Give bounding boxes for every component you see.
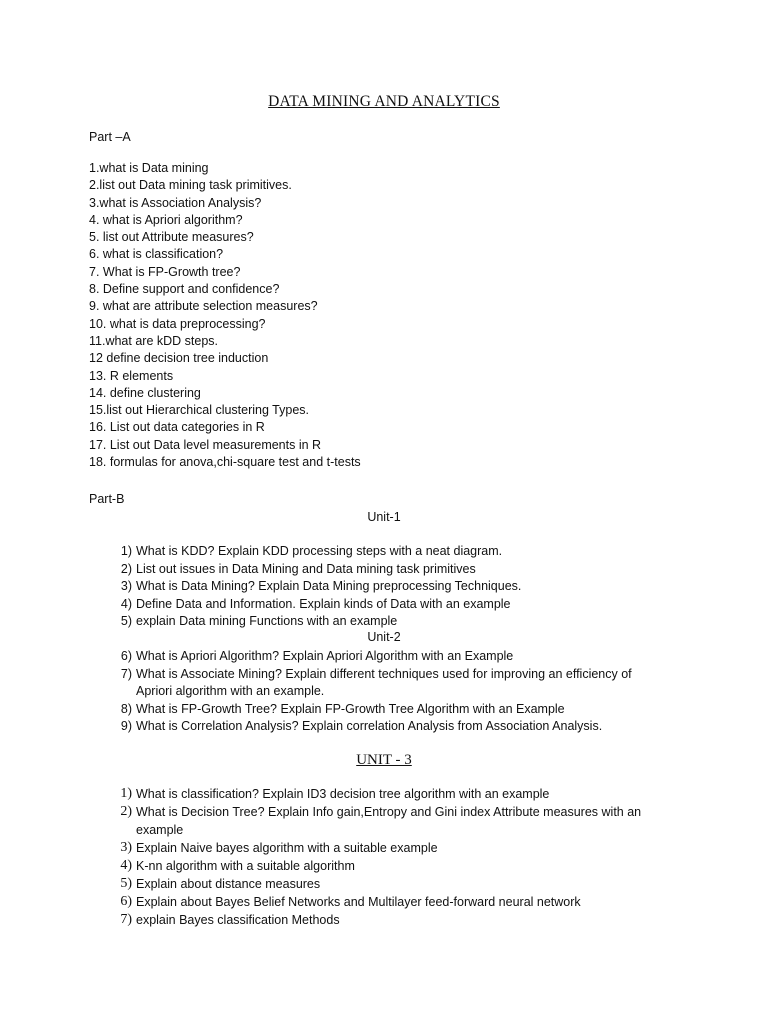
list-item: 15.list out Hierarchical clustering Types. [89,403,310,418]
unit-3-question-list [120,785,656,929]
item-number: 4) [120,596,132,611]
list-item [120,701,656,719]
unit-2-heading: Unit-2 [367,630,401,644]
item-number: 3) [120,840,132,855]
item-text: explain Data mining Functions with an example [136,614,398,629]
list-item: 8. Define support and confidence? [89,282,280,297]
part-a-question-list [89,160,361,471]
item-number: 5) [120,614,132,629]
list-item [120,578,676,596]
list-item [120,666,656,701]
item-number: 7) [120,912,132,927]
list-item: 11.what are kDD steps. [89,333,218,348]
item-text: Explain about distance measures [136,877,321,891]
list-item: 18. formulas for anova,chi-square test and t-tests [89,455,361,470]
list-item: 5. list out Attribute measures? [89,230,254,245]
unit-3-heading: UNIT - 3 [356,752,412,768]
item-text: What is Correlation Analysis? Explain correlation Analysis from Association Analysis. [136,719,603,734]
item-number: 7) [120,666,132,681]
list-item [120,613,676,631]
item-number: 8) [120,701,132,716]
item-number: 5) [120,876,132,891]
item-text: Define Data and Information. Explain kinds of Data with an example [136,596,511,611]
list-item: 13. R elements [89,368,174,383]
list-item: 16. List out data categories in R [89,420,265,435]
list-item: 2.list out Data mining task primitives. [89,178,292,193]
list-item [120,718,656,736]
list-item: 6. what is classification? [89,247,224,262]
item-number: 3) [120,579,132,594]
item-number: 6) [120,649,132,663]
item-text: What is Associate Mining? Explain different techniques used for improving an efficiency of Apriori algorithm with an example. [136,666,632,699]
list-item [120,803,656,839]
item-text: What is Apriori Algorithm? Explain Apriori Algorithm with an Example [136,649,514,663]
item-text: explain Bayes classification Methods [136,913,340,927]
item-number: 4) [120,858,132,873]
item-number: 1) [120,786,132,801]
unit-1-question-list [120,543,676,631]
list-item: 10. what is data preprocessing? [89,316,266,331]
item-text: What is classification? Explain ID3 decision tree algorithm with an example [136,787,550,801]
list-item [120,561,676,579]
item-text: List out issues in Data Mining and Data mining task primitives [136,561,476,576]
item-text: Explain Naive bayes algorithm with a suitable example [136,841,438,855]
list-item: 4. what is Apriori algorithm? [89,212,243,227]
list-item: 9. what are attribute selection measures? [89,299,318,314]
list-item [120,648,656,666]
list-item: 1.what is Data mining [89,161,209,175]
part-b-label: Part-B [89,492,125,506]
item-number: 1) [120,544,132,558]
unit-2-question-list [120,648,656,736]
list-item [120,785,656,803]
list-item [120,857,656,875]
part-a-label: Part –A [89,130,131,144]
item-text: What is Data Mining? Explain Data Mining preprocessing Techniques. [136,579,522,594]
list-item [120,893,656,911]
list-item [120,875,656,893]
item-text: What is KDD? Explain KDD processing steps with a neat diagram. [136,544,503,558]
item-text: Explain about Bayes Belief Networks and Multilayer feed-forward neural network [136,895,581,909]
document-title: DATA MINING AND ANALYTICS [268,93,500,110]
list-item [120,911,656,929]
list-item [120,543,676,561]
list-item: 14. define clustering [89,385,201,400]
list-item [120,839,656,857]
item-number: 9) [120,719,132,734]
item-text: What is FP-Growth Tree? Explain FP-Growth Tree Algorithm with an Example [136,701,565,716]
list-item [120,596,676,614]
item-text: What is Decision Tree? Explain Info gain,Entropy and Gini index Attribute measures with an example [136,805,642,837]
list-item: 3.what is Association Analysis? [89,195,262,210]
list-item: 12 define decision tree induction [89,351,269,366]
list-item: 7. What is FP-Growth tree? [89,264,241,279]
list-item: 17. List out Data level measurements in R [89,437,322,452]
item-number: 6) [120,894,132,909]
item-number: 2) [120,804,132,819]
unit-1-heading: Unit-1 [367,510,401,524]
item-text: K-nn algorithm with a suitable algorithm [136,859,355,873]
item-number: 2) [120,561,132,576]
